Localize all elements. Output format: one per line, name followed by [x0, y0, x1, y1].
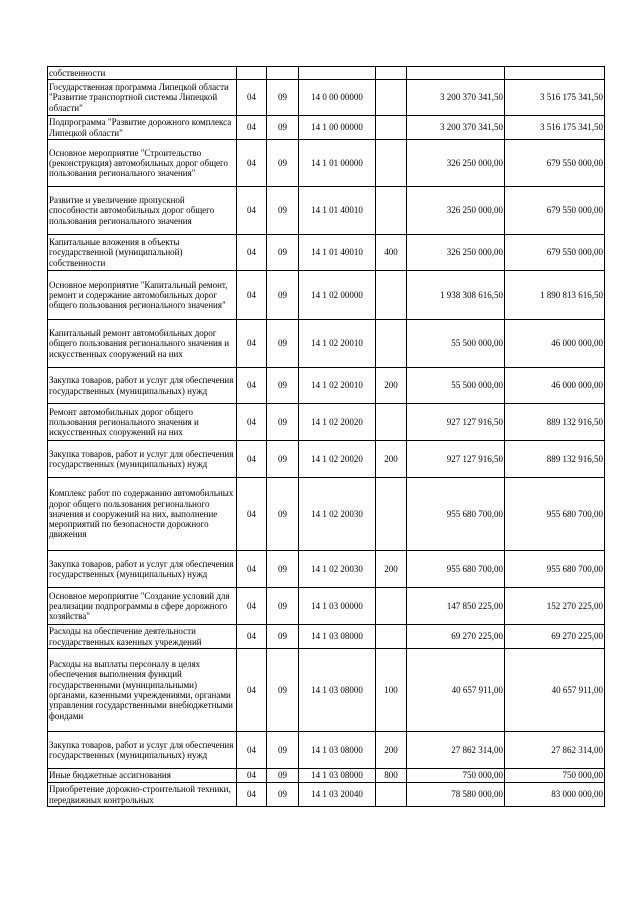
table-row — [48, 140, 605, 187]
budget-table — [47, 66, 605, 807]
item-name-cell: Капитальный ремонт автомобильных дорог общего пользования регионального значения и искусственных сооружений на них — [48, 320, 237, 368]
ministry-code-cell: 04 — [237, 80, 267, 116]
ministry-code-cell: 04 — [237, 271, 267, 320]
sum-year1-cell — [407, 67, 505, 80]
expense-type-cell — [376, 404, 407, 441]
sum-year1-cell: 955 680 700,00 — [407, 551, 505, 588]
section-code-cell: 09 — [267, 649, 299, 732]
sum-year1-cell: 27 862 314,00 — [407, 732, 505, 769]
ministry-code-cell: 04 — [237, 551, 267, 588]
ministry-code-cell: 04 — [237, 732, 267, 769]
ministry-code-cell: 04 — [237, 478, 267, 551]
expense-type-cell — [376, 783, 407, 807]
sum-year2-cell: 679 550 000,00 — [505, 235, 605, 271]
ministry-code-cell — [237, 67, 267, 80]
expense-type-cell: 100 — [376, 649, 407, 732]
target-code-cell: 14 1 02 00000 — [299, 271, 376, 320]
sum-year2-cell: 69 270 225,00 — [505, 625, 605, 649]
section-code-cell: 09 — [267, 783, 299, 807]
sum-year1-cell: 78 580 000,00 — [407, 783, 505, 807]
ministry-code-cell: 04 — [237, 649, 267, 732]
target-code-cell: 14 1 03 08000 — [299, 625, 376, 649]
item-name-cell: Закупка товаров, работ и услуг для обеспечения государственных (муниципальных) нужд — [48, 551, 237, 588]
sum-year2-cell: 750 000,00 — [505, 769, 605, 783]
table-row — [48, 67, 605, 80]
ministry-code-cell: 04 — [237, 404, 267, 441]
sum-year2-cell: 1 890 813 616,50 — [505, 271, 605, 320]
item-name-cell: Ремонт автомобильных дорог общего пользования регионального значения и искусственных сооружений на них — [48, 404, 237, 441]
expense-type-cell — [376, 80, 407, 116]
section-code-cell: 09 — [267, 80, 299, 116]
expense-type-cell: 800 — [376, 769, 407, 783]
section-code-cell: 09 — [267, 404, 299, 441]
ministry-code-cell: 04 — [237, 441, 267, 478]
expense-type-cell — [376, 187, 407, 235]
sum-year2-cell: 889 132 916,50 — [505, 404, 605, 441]
sum-year2-cell — [505, 67, 605, 80]
target-code-cell: 14 1 03 08000 — [299, 649, 376, 732]
sum-year2-cell: 46 000 000,00 — [505, 368, 605, 404]
target-code-cell: 14 1 03 20040 — [299, 783, 376, 807]
target-code-cell: 14 0 00 00000 — [299, 80, 376, 116]
table-row — [48, 649, 605, 732]
target-code-cell: 14 1 02 20010 — [299, 368, 376, 404]
target-code-cell: 14 1 03 08000 — [299, 732, 376, 769]
target-code-cell: 14 1 02 20030 — [299, 551, 376, 588]
sum-year2-cell: 889 132 916,50 — [505, 441, 605, 478]
section-code-cell: 09 — [267, 116, 299, 140]
sum-year1-cell: 3 200 370 341,50 — [407, 116, 505, 140]
expense-type-cell — [376, 140, 407, 187]
section-code-cell: 09 — [267, 187, 299, 235]
sum-year2-cell: 152 270 225,00 — [505, 588, 605, 625]
item-name-cell: Государственная программа Липецкой области "Развитие транспортной системы Липецкой области" — [48, 80, 237, 116]
ministry-code-cell: 04 — [237, 320, 267, 368]
section-code-cell: 09 — [267, 320, 299, 368]
sum-year1-cell: 147 850 225,00 — [407, 588, 505, 625]
target-code-cell: 14 1 03 00000 — [299, 588, 376, 625]
sum-year1-cell: 326 250 000,00 — [407, 235, 505, 271]
table-row — [48, 404, 605, 441]
item-name-cell: Основное мероприятие "Строительство (реконструкция) автомобильных дорог общего пользования регионального значения" — [48, 140, 237, 187]
sum-year1-cell: 927 127 916,50 — [407, 404, 505, 441]
expense-type-cell: 200 — [376, 441, 407, 478]
ministry-code-cell: 04 — [237, 783, 267, 807]
sum-year1-cell: 326 250 000,00 — [407, 140, 505, 187]
section-code-cell: 09 — [267, 271, 299, 320]
expense-type-cell: 200 — [376, 368, 407, 404]
sum-year2-cell: 27 862 314,00 — [505, 732, 605, 769]
item-name-cell: Закупка товаров, работ и услуг для обеспечения государственных (муниципальных) нужд — [48, 732, 237, 769]
target-code-cell: 14 1 01 40010 — [299, 235, 376, 271]
target-code-cell: 14 1 02 20020 — [299, 441, 376, 478]
table-row — [48, 551, 605, 588]
section-code-cell: 09 — [267, 551, 299, 588]
item-name-cell: собственности — [48, 67, 237, 80]
section-code-cell: 09 — [267, 235, 299, 271]
table-row — [48, 625, 605, 649]
sum-year1-cell: 55 500 000,00 — [407, 320, 505, 368]
item-name-cell: Развитие и увеличение пропускной способности автомобильных дорог общего пользования регионального значения — [48, 187, 237, 235]
item-name-cell: Комплекс работ по содержанию автомобильных дорог общего пользования регионального значения и сооружений на них, выполнение мероприятий по безопасности дорожного движения — [48, 478, 237, 551]
target-code-cell: 14 1 03 08000 — [299, 769, 376, 783]
sum-year1-cell: 55 500 000,00 — [407, 368, 505, 404]
table-row — [48, 368, 605, 404]
expense-type-cell — [376, 478, 407, 551]
ministry-code-cell: 04 — [237, 116, 267, 140]
ministry-code-cell: 04 — [237, 588, 267, 625]
expense-type-cell: 200 — [376, 732, 407, 769]
table-row — [48, 80, 605, 116]
section-code-cell: 09 — [267, 732, 299, 769]
table-row — [48, 783, 605, 807]
sum-year1-cell: 40 657 911,00 — [407, 649, 505, 732]
item-name-cell: Капитальные вложения в объекты государственной (муниципальной) собственности — [48, 235, 237, 271]
sum-year2-cell: 679 550 000,00 — [505, 140, 605, 187]
item-name-cell: Расходы на выплаты персоналу в целях обеспечения выполнения функций государственными (муниципальными) органами, казенными учреждениями, органами управления государственными внебюджетными фондами — [48, 649, 237, 732]
sum-year1-cell: 326 250 000,00 — [407, 187, 505, 235]
sum-year2-cell: 3 516 175 341,50 — [505, 116, 605, 140]
table-row — [48, 732, 605, 769]
target-code-cell: 14 1 02 20010 — [299, 320, 376, 368]
target-code-cell: 14 1 01 40010 — [299, 187, 376, 235]
item-name-cell: Основное мероприятие "Создание условий для реализации подпрограммы в сфере дорожного хозяйства" — [48, 588, 237, 625]
ministry-code-cell: 04 — [237, 368, 267, 404]
table-row — [48, 271, 605, 320]
ministry-code-cell: 04 — [237, 187, 267, 235]
budget-table-body — [48, 67, 605, 807]
item-name-cell: Закупка товаров, работ и услуг для обеспечения государственных (муниципальных) нужд — [48, 441, 237, 478]
sum-year1-cell: 927 127 916,50 — [407, 441, 505, 478]
table-row — [48, 769, 605, 783]
sum-year1-cell: 3 200 370 341,50 — [407, 80, 505, 116]
sum-year2-cell: 955 680 700,00 — [505, 551, 605, 588]
sum-year2-cell: 3 516 175 341,50 — [505, 80, 605, 116]
expense-type-cell: 200 — [376, 551, 407, 588]
section-code-cell: 09 — [267, 769, 299, 783]
expense-type-cell: 400 — [376, 235, 407, 271]
section-code-cell: 09 — [267, 478, 299, 551]
expense-type-cell — [376, 588, 407, 625]
sum-year2-cell: 40 657 911,00 — [505, 649, 605, 732]
table-row — [48, 478, 605, 551]
item-name-cell: Иные бюджетные ассигнования — [48, 769, 237, 783]
ministry-code-cell: 04 — [237, 625, 267, 649]
table-row — [48, 320, 605, 368]
expense-type-cell — [376, 271, 407, 320]
target-code-cell: 14 1 02 20030 — [299, 478, 376, 551]
target-code-cell — [299, 67, 376, 80]
section-code-cell: 09 — [267, 625, 299, 649]
section-code-cell: 09 — [267, 441, 299, 478]
item-name-cell: Подпрограмма "Развитие дорожного комплекса Липецкой области" — [48, 116, 237, 140]
expense-type-cell — [376, 625, 407, 649]
item-name-cell: Основное мероприятие "Капитальный ремонт, ремонт и содержание автомобильных дорог общего пользования регионального значения" — [48, 271, 237, 320]
section-code-cell: 09 — [267, 368, 299, 404]
table-row — [48, 187, 605, 235]
section-code-cell: 09 — [267, 588, 299, 625]
sum-year1-cell: 69 270 225,00 — [407, 625, 505, 649]
ministry-code-cell: 04 — [237, 140, 267, 187]
sum-year2-cell: 679 550 000,00 — [505, 187, 605, 235]
expense-type-cell — [376, 116, 407, 140]
target-code-cell: 14 1 02 20020 — [299, 404, 376, 441]
item-name-cell: Приобретение дорожно-строительной техники, передвижных контрольных — [48, 783, 237, 807]
sum-year1-cell: 750 000,00 — [407, 769, 505, 783]
sum-year2-cell: 955 680 700,00 — [505, 478, 605, 551]
item-name-cell: Закупка товаров, работ и услуг для обеспечения государственных (муниципальных) нужд — [48, 368, 237, 404]
ministry-code-cell: 04 — [237, 235, 267, 271]
sum-year2-cell: 46 000 000,00 — [505, 320, 605, 368]
table-row — [48, 116, 605, 140]
section-code-cell: 09 — [267, 140, 299, 187]
expense-type-cell — [376, 320, 407, 368]
table-row — [48, 235, 605, 271]
table-row — [48, 441, 605, 478]
ministry-code-cell: 04 — [237, 769, 267, 783]
sum-year1-cell: 955 680 700,00 — [407, 478, 505, 551]
sum-year2-cell: 83 000 000,00 — [505, 783, 605, 807]
target-code-cell: 14 1 01 00000 — [299, 140, 376, 187]
item-name-cell: Расходы на обеспечение деятельности государственных казенных учреждений — [48, 625, 237, 649]
expense-type-cell — [376, 67, 407, 80]
target-code-cell: 14 1 00 00000 — [299, 116, 376, 140]
table-row — [48, 588, 605, 625]
sum-year1-cell: 1 938 308 616,50 — [407, 271, 505, 320]
section-code-cell — [267, 67, 299, 80]
